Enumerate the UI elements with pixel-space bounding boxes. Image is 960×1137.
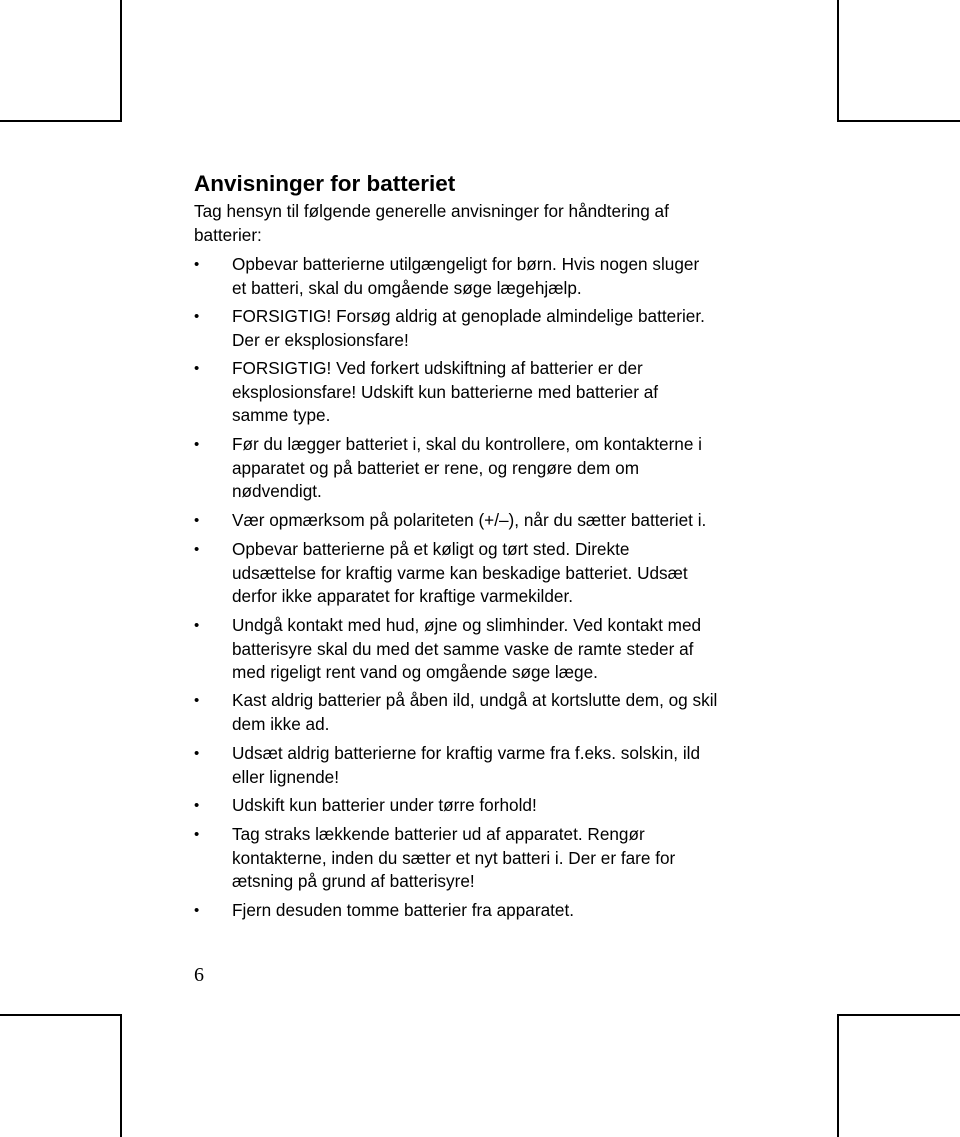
list-item (194, 742, 774, 789)
list-item (194, 899, 774, 923)
list-item-text (232, 305, 774, 352)
list-item (194, 433, 774, 504)
intro-line: Tag hensyn til følgende generelle anvisninger for håndtering af (194, 201, 669, 221)
list-item-line: Undgå kontakt med hud, øjne og slimhinder. Ved kontakt med (232, 615, 702, 635)
list-item-line: Vær opmærksom på polariteten (+/–), når du sætter batteriet i. (232, 510, 707, 530)
bullet-icon: • (194, 826, 200, 843)
list-item (194, 614, 774, 685)
list-item-text (232, 899, 774, 923)
list-item-line: Tag straks lækkende batterier ud af apparatet. Rengør (232, 824, 645, 844)
list-item-text (232, 614, 774, 685)
bullet-icon: • (194, 692, 200, 709)
list-item-line: FORSIGTIG! Forsøg aldrig at genoplade almindelige batterier. (232, 306, 705, 326)
list-item (194, 357, 774, 428)
list-item-line: Opbevar batterierne utilgængeligt for børn. Hvis nogen sluger (232, 254, 700, 274)
list-item-line: FORSIGTIG! Ved forkert udskiftning af batterier er der (232, 358, 643, 378)
list-item-line: nødvendigt. (232, 481, 322, 502)
list-item-line: udsættelse for kraftig varme kan beskadige batteriet. Udsæt (232, 562, 688, 583)
list-item-text (232, 357, 774, 428)
bullet-icon: • (194, 902, 200, 919)
list-item-line: Udsæt aldrig batterierne for kraftig varme fra f.eks. solskin, ild (232, 743, 701, 763)
list-item-line: Fjern desuden tomme batterier fra apparatet. (232, 900, 575, 920)
list-item-text (232, 823, 774, 894)
intro-paragraph (194, 200, 754, 247)
list-item (194, 794, 774, 818)
list-item-text (232, 538, 774, 609)
bullet-icon: • (194, 617, 200, 634)
crop-mark-top-right-vertical (837, 0, 839, 122)
bullet-icon: • (194, 797, 200, 814)
page-heading: Anvisninger for batteriet (194, 171, 456, 196)
bullet-icon: • (194, 360, 200, 377)
list-item-line: samme type. (232, 405, 331, 426)
list-item-line: Udskift kun batterier under tørre forhold! (232, 795, 537, 815)
bullet-icon: • (194, 541, 200, 558)
crop-mark-top-right-horizontal (837, 120, 960, 122)
page-number: 6 (194, 964, 204, 986)
list-item-text (232, 509, 774, 533)
list-item-text (232, 794, 774, 818)
list-item-line: Før du lægger batteriet i, skal du kontrollere, om kontakterne i (232, 434, 703, 454)
crop-mark-bottom-right-vertical (837, 1014, 839, 1137)
crop-mark-bottom-right-horizontal (837, 1014, 960, 1016)
list-item-line: eller lignende! (232, 766, 340, 787)
list-item-line: dem ikke ad. (232, 713, 330, 734)
bullet-icon: • (194, 256, 200, 273)
list-item-line: et batteri, skal du omgående søge lægehjælp. (232, 277, 582, 298)
list-item-line: apparatet og på batteriet er rene, og rengøre dem om (232, 457, 640, 478)
list-item-text (232, 253, 774, 300)
list-item-text (232, 742, 774, 789)
bullet-icon: • (194, 512, 200, 529)
list-item (194, 823, 774, 894)
list-item-line: Der er eksplosionsfare! (232, 329, 409, 350)
list-item (194, 538, 774, 609)
list-item-line: Kast aldrig batterier på åben ild, undgå at kortslutte dem, og skil (232, 690, 718, 710)
list-item-line: eksplosionsfare! Udskift kun batterierne med batterier af (232, 381, 659, 402)
list-item (194, 509, 774, 533)
list-item-line: Opbevar batterierne på et køligt og tørt sted. Direkte (232, 539, 630, 559)
crop-mark-bottom-left-vertical (120, 1014, 122, 1137)
list-item-line: batterisyre skal du med det samme vaske de ramte steder af (232, 638, 694, 659)
list-item-line: ætsning på grund af batterisyre! (232, 871, 475, 892)
list-item (194, 689, 774, 736)
intro-line: batterier: (194, 224, 262, 245)
list-item-line: kontakterne, inden du sætter et nyt batteri i. Der er fare for (232, 847, 676, 868)
list-item-text (232, 689, 774, 736)
bullet-icon: • (194, 436, 200, 453)
crop-mark-top-left-horizontal (0, 120, 122, 122)
list-item (194, 253, 774, 300)
bullet-icon: • (194, 308, 200, 325)
bullet-icon: • (194, 745, 200, 762)
list-item-text (232, 433, 774, 504)
list-item-line: med rigeligt rent vand og omgående søge læge. (232, 662, 598, 683)
crop-mark-top-left-vertical (120, 0, 122, 122)
crop-mark-bottom-left-horizontal (0, 1014, 122, 1016)
list-item (194, 305, 774, 352)
list-item-line: derfor ikke apparatet for kraftige varmekilder. (232, 586, 574, 607)
